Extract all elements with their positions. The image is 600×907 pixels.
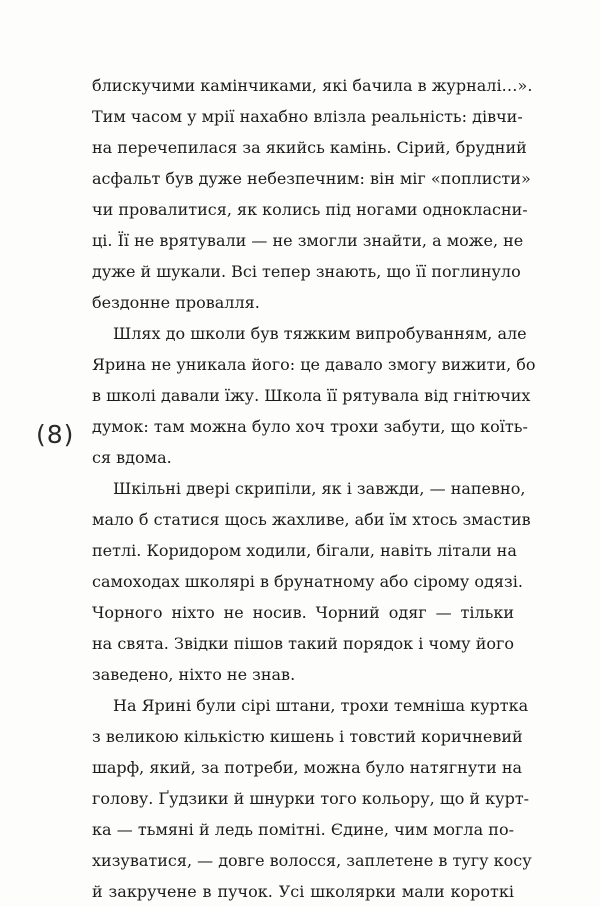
text-line: петлі. Коридором ходили, бігали, навіть літали на (92, 541, 517, 560)
text-line: Шлях до школи був тяжким випробуванням, але (113, 324, 527, 343)
text-line: дуже й шукали. Всі тепер знають, що її поглинуло (92, 262, 521, 281)
text-line: Чорного ніхто не носив. Чорний одяг — тільки (92, 603, 514, 622)
text-line: в школі давали їжу. Школа її рятувала від гнітючих (92, 386, 531, 405)
text-line: думок: там можна було хоч трохи забути, що коїть- (92, 417, 528, 436)
text-line: шарф, який, за потреби, можна було натягнути на (92, 758, 523, 777)
text-line: Ярина не уникала його: це давало змогу вижити, бо (92, 355, 536, 374)
text-line: ся вдома. (92, 448, 172, 467)
text-line: з великою кількістю кишень і товстий коричневий (92, 727, 523, 746)
text-line: Тим часом у мрії нахабно влізла реальність: дівчи- (92, 107, 523, 126)
text-line: блискучими камінчиками, які бачила в журналі…». (92, 76, 533, 95)
text-line: самоходах школярі в брунатному або сірому одязі. (92, 572, 523, 591)
text-line: ка — тьмяні й ледь помітні. Єдине, чим могла по- (92, 820, 514, 839)
text-line: й закручене в пучок. Усі школярки мали короткі (92, 882, 514, 901)
text-line: бездонне провалля. (92, 293, 260, 312)
text-line: ці. Її не врятували — не змогли знайти, а може, не (92, 231, 524, 250)
text-line: хизуватися, — довге волосся, заплетене в тугу косу (92, 851, 532, 870)
text-line: голову. Ґудзики й шнурки того кольору, що й курт- (92, 789, 530, 808)
body-text (92, 70, 536, 907)
text-line: мало б статися щось жахливе, аби їм хтось змастив (92, 510, 531, 529)
text-line: На Ярині були сірі штани, трохи темніша куртка (113, 696, 529, 715)
text-line: на перечепилася за якийсь камінь. Сірий, брудний (92, 138, 527, 157)
text-line: Шкільні двері скрипіли, як і завжди, — напевно, (113, 479, 526, 498)
page-number: (8) (36, 420, 75, 449)
text-line: чи провалитися, як колись під ногами однокласни- (92, 200, 528, 219)
text-line: на свята. Звідки пішов такий порядок і чому його (92, 634, 514, 653)
text-line: заведено, ніхто не знав. (92, 665, 296, 684)
text-line: асфальт був дуже небезпечним: він міг «поплисти» (92, 169, 531, 188)
